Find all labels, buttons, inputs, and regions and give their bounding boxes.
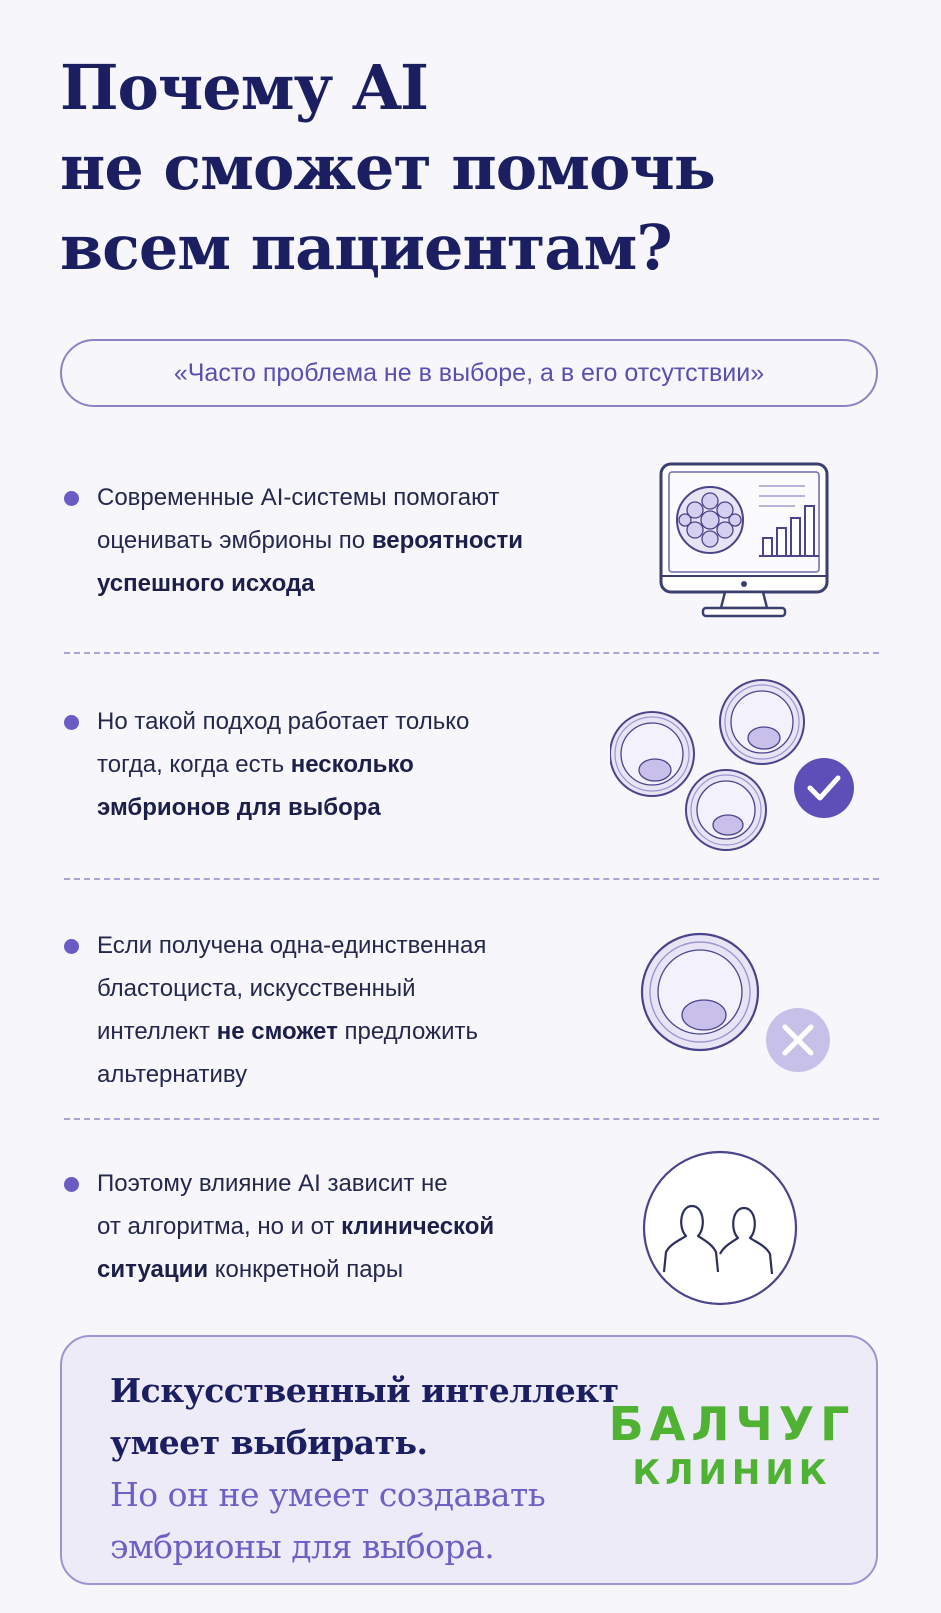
conclusion-line: Искусственный интеллект xyxy=(110,1371,619,1410)
clinic-logo xyxy=(602,1397,862,1493)
item-text: бластоциста, искусственный xyxy=(97,975,416,1002)
conclusion-box xyxy=(60,1335,878,1585)
quote-pill xyxy=(60,339,878,407)
item-bold: вероятности xyxy=(371,527,524,554)
item-text: тогда, когда есть xyxy=(97,751,291,778)
couple-icon xyxy=(640,1148,800,1308)
item-text: Современные AI-системы помогают xyxy=(97,484,500,511)
list-item xyxy=(64,1162,604,1302)
item-text: альтернативу xyxy=(97,1061,248,1088)
blastocyst-icon xyxy=(638,930,838,1080)
item-text: конкретной пары xyxy=(208,1256,404,1283)
item-bold: не сможет xyxy=(216,1018,338,1045)
embryos-icon xyxy=(610,678,860,858)
list-item xyxy=(64,700,604,840)
item-text: предложить xyxy=(337,1018,478,1045)
conclusion-line: Но он не умеет создавать xyxy=(110,1475,546,1514)
item-text: интеллект xyxy=(97,1018,217,1045)
title-line: не сможет помочь xyxy=(60,131,715,204)
divider xyxy=(64,1118,879,1120)
bullet-dot xyxy=(64,1177,79,1192)
conclusion-line: эмбрионы для выбора. xyxy=(110,1527,495,1566)
cross-icon xyxy=(766,1008,830,1072)
item-text: Но такой подход работает только xyxy=(97,708,470,735)
title-line: Почему AI xyxy=(60,51,428,124)
item-bold: клинической xyxy=(341,1213,495,1240)
check-icon xyxy=(794,758,854,818)
logo-line: КЛИНИК xyxy=(632,1453,832,1493)
item-bold: ситуации xyxy=(97,1256,209,1283)
item-text: от алгоритма, но и от xyxy=(97,1213,342,1240)
monitor-embryo-icon xyxy=(655,458,835,623)
item-bold: эмбрионов для выбора xyxy=(97,794,381,821)
bullet-dot xyxy=(64,491,79,506)
item-text: Если получена одна-единственная xyxy=(97,932,487,959)
conclusion-line: умеет выбирать. xyxy=(110,1423,428,1462)
title-line: всем пациентам? xyxy=(60,211,672,284)
item-bold: несколько xyxy=(290,751,414,778)
page-title xyxy=(60,48,900,288)
item-bold: успешного исхода xyxy=(97,570,315,597)
divider xyxy=(64,878,879,880)
quote-text: «Часто проблема не в выборе, а в его отсутствии» xyxy=(173,358,765,387)
divider xyxy=(64,652,879,654)
bullet-dot xyxy=(64,939,79,954)
item-text: оценивать эмбрионы по xyxy=(97,527,372,554)
item-text: Поэтому влияние AI зависит не xyxy=(97,1170,448,1197)
list-item xyxy=(64,476,604,616)
bullet-dot xyxy=(64,715,79,730)
logo-line: БАЛЧУГ xyxy=(608,1397,856,1451)
list-item xyxy=(64,924,604,1104)
